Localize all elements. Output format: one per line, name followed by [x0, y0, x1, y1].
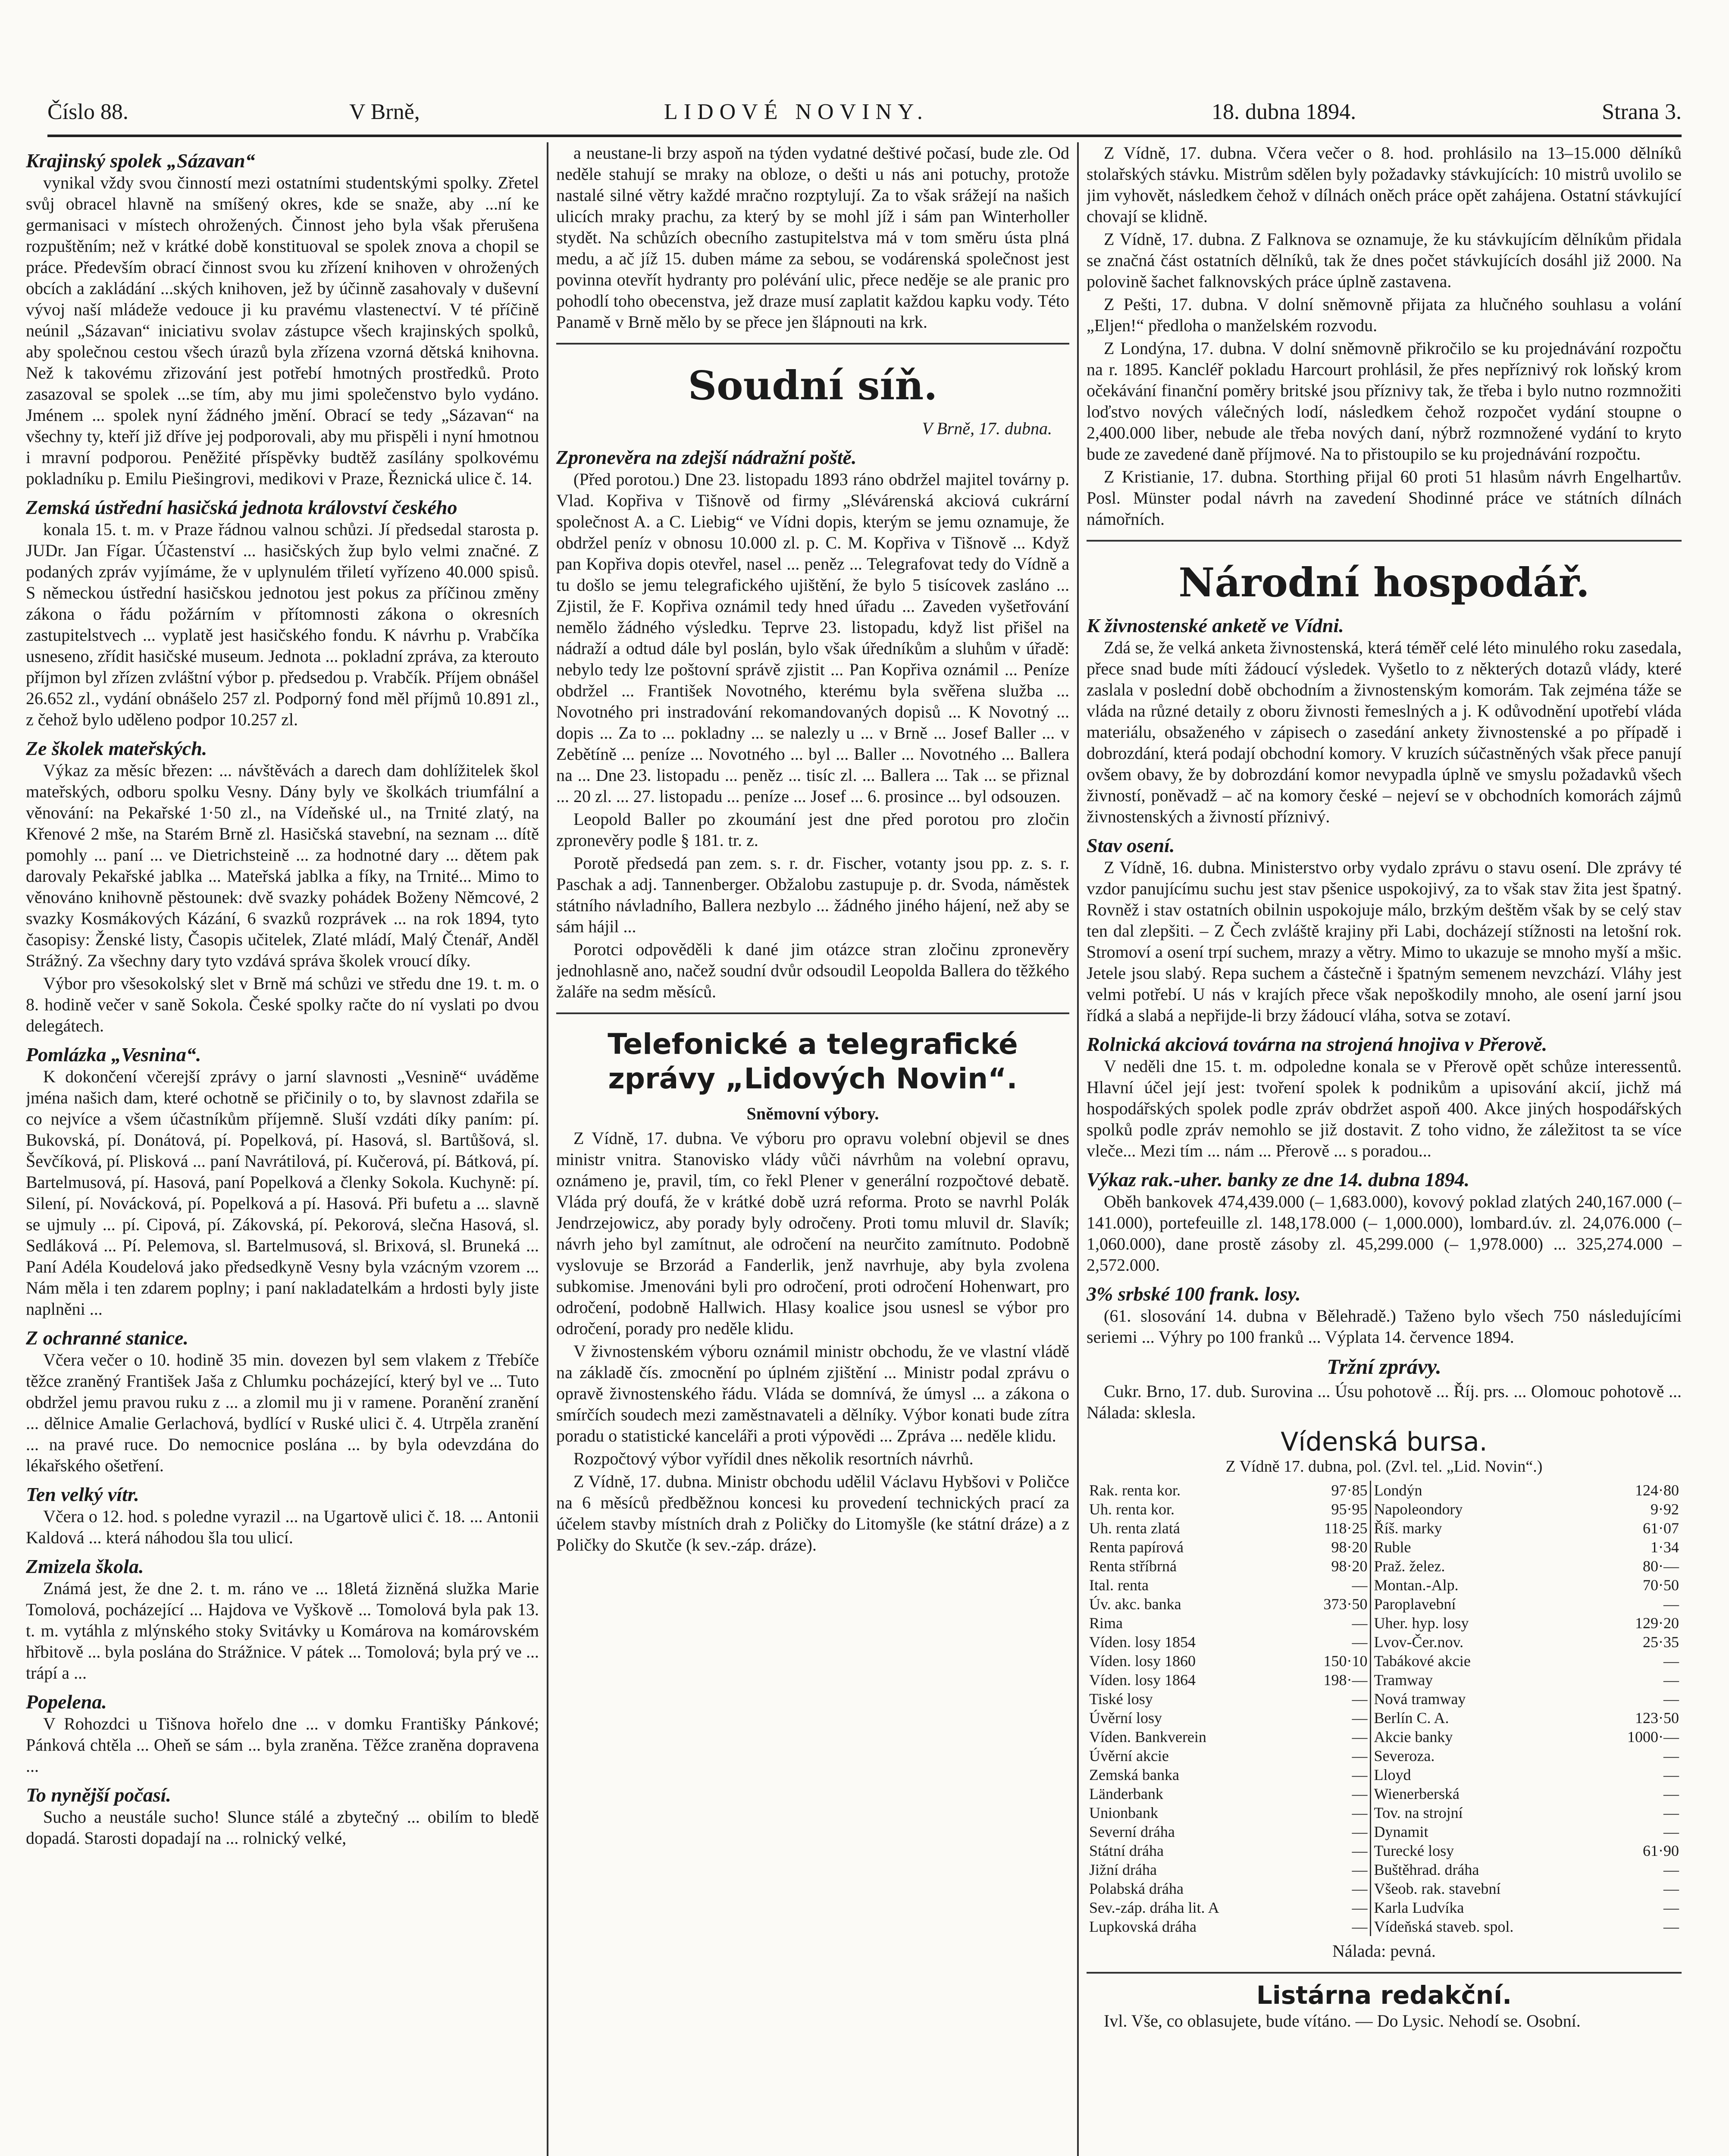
article-text: K dokončení včerejší zprávy o jarní slavnosti „Vesnině“ uváděme jména našich dam, které ochotně se přičinily o to, by slavnost zdařila se co nejvíce a všem účastníkům příjemně. Sluší vzdáti díky paním: pí. Bukovská, pí. Donátová, pí. Popelková, pí. Hasová, sl. Bartůšová, sl. Ševčíková, pí. Plisková ... paní Navrátilová, pí. Kučerová, pí. Bátková, pí. Bartelmusová, pí. Hasová, paní Popelková a členky Sokola. Kuchyně: pí. Silení, pí. Novácková, pí. Popelková a pí. Hasová. Při bufetu a ... slavně se ujmuly ... pí. Cipová, pí. Zákovská, pí. Pekorová, slečna Hasová, sl. Sedláková ... Pí. Pelemova, sl. Bartelmusová, sl. Brixová, sl. Bruneká ... Paní Adéla Koudelová jako předsedkyně Vesny byla vzácným vzorem ... Nám měla i ten zdarem poplny; i paní nakladatelkám a hrdosti byly jiste naplněni ...	[26, 1067, 539, 1319]
section-divider	[556, 343, 1069, 345]
security-name: Uh. renta zlatá	[1089, 1520, 1180, 1537]
security-price: —	[1663, 1595, 1679, 1613]
security-name: Víden. losy 1864	[1089, 1671, 1196, 1689]
article-title: Z ochranné stanice.	[26, 1327, 188, 1349]
article-text: a neustane-li brzy aspoň na týden vydatné deštivé počasí, bude zle. Od neděle stahují se mraky na obloze, o dešti u nás ani potuchy, protože nastalé silné větry každé mračno rozptylují. Za to však srážejí na našich ulicích mraky prachu, za který by se mohl jíž i sám pan Winterholler stydět. Na schůzích obecního zastupitelstva má v tom směru ústa plná medu, a ač jíž 15. duben máme za sebou, se vodárenská společnost jest povinna otevřít hydranty pro polévání ulic, přece neděje se ale pranic pro pohodlí toho obecenstva, jež draze musí zaplatit každou kapku vody. Této Panamě v Brně mělo by se přece jen šlápnouti na krk.	[556, 143, 1069, 332]
bursa-subtitle: Z Vídně 17. dubna, pol. (Zvl. tel. „Lid. Novin“.)	[1225, 1457, 1543, 1476]
article-text: Z Vídně, 17. dubna. Ve výboru pro opravu volební objevil se dnes ministr vnitra. Stanovisko vlády vůči návrhům na volební opravu, oznámeno je, pravil, tím, co řekl Plener v generální rozpočtové debatě. Vláda prý doufá, že v krátké době uzrá reforma. Proto se navrhl Polák Jendrzejowicz, aby porady byly odročeny. Proti tomu mluvil dr. Slavík; návrh jeho byl zamítnut, ale odročení na neurčito zamítnuto. Podobně vyslovuje se Brzorád a Fanderlik, jenž navrhuje, aby byla zvolena subkomise. Jmenováni byli pro odročení, proti odročení Hohenwart, pro odročení, podobně Hallwich. Hlasy koalice jsou usnesl se výbor pro odročení, porady pro neděle klidu.	[556, 1128, 1069, 1338]
security-name: Rak. renta kor.	[1089, 1482, 1181, 1499]
article-text: Včera o 12. hod. s poledne vyrazil ... na Ugartově ulici č. 18. ... Antonii Kaldová ... která náhodou šla tou ulicí.	[26, 1507, 539, 1547]
article-title: Krajinský spolek „Sázavan“	[26, 150, 255, 172]
security-price: —	[1663, 1671, 1679, 1689]
section-heading-telegraph: Telefonické a telegrafické zprávy „Lidových Novin“.	[608, 1028, 1018, 1095]
security-name: Sev.-záp. dráha lit. A	[1089, 1899, 1219, 1916]
security-price: —	[1663, 1823, 1679, 1840]
security-name: Tabákové akcie	[1371, 1651, 1594, 1670]
bursa-row	[1087, 1803, 1682, 1822]
security-price: —	[1352, 1880, 1368, 1897]
security-price: 97·85	[1331, 1482, 1368, 1499]
security-price: 198·—	[1323, 1671, 1368, 1689]
article-title: K živnostenské anketě ve Vídni.	[1087, 614, 1344, 636]
article-text: V Rohozdci u Tišnova hořelo dne ... v domku Františky Pánkové; Pánková chtěla ... Oheň se sám ... byla zraněna. Těžce zraněna dopravena ...	[26, 1714, 539, 1776]
section-divider	[1087, 540, 1682, 542]
page-header	[47, 99, 1682, 134]
security-price: 70·50	[1643, 1576, 1679, 1594]
section-heading-narodni-hospodar: Národní hospodář.	[1178, 559, 1590, 606]
security-price: 373·50	[1323, 1595, 1368, 1613]
bursa-row	[1087, 1557, 1682, 1576]
security-name: Všeob. rak. stavební	[1371, 1879, 1594, 1898]
article-text: Zdá se, že velká anketa živnostenská, která téměř celé léto minulého roku zasedala, přece snad bude míti žádoucí výsledek. Vyšetlo to z některých dotazů vlády, které zaslala v poslední době obchodním a živnostenským komorám. Tak zejména táže se vláda na různé detaily z oboru živnosti řemeslných a j. K odůvodnění upotřebí vláda materiálu, obsaženého v zápisech o zasedání ankety živnostenské a po případě i dobrozdání, která podají obchodní komory. V kruzích súčastněných však přece panují ovšem obavy, že by dobrozdání komor nevypadla úplně ve smyslu požadavků všech živností, poněvadž – ač na komory české – nejeví se v obchodních komorách zájmů živnostenských a živností příznivý.	[1087, 638, 1682, 826]
column-2	[556, 142, 1069, 2156]
security-price: 61·90	[1643, 1842, 1679, 1859]
article-text: Oběh bankovek 474,439.000 (– 1,683.000), kovový poklad zlatých 240,167.000 (– 141.000), portefeuille zl. 148,178.000 (– 1,000.000), lombard.úv. zl. 24,076.000 (– 1,060.000), dane prostě zásoby zl. 45,299.000 (– 1,978.000) ... 325,274.000 – 2,572.000.	[1087, 1192, 1682, 1275]
article-title: Ze školek mateřských.	[26, 737, 207, 759]
article-text: Z Kristianie, 17. dubna. Storthing přijal 60 proti 51 hlasům návrh Engelhartův. Posl. Münster podal návrh na zavedení Shodinné práce ve státních dílnách námořních.	[1087, 467, 1682, 529]
security-price: —	[1352, 1861, 1368, 1878]
security-price: 80·—	[1643, 1557, 1679, 1575]
security-name: Wienerberská	[1371, 1784, 1594, 1803]
column-1	[26, 142, 539, 2156]
bursa-row	[1087, 1481, 1682, 1500]
bursa-row	[1087, 1765, 1682, 1784]
bursa-row	[1087, 1538, 1682, 1557]
security-price: —	[1663, 1747, 1679, 1764]
article-title: Zmizela škola.	[26, 1555, 144, 1577]
column-separator	[1077, 142, 1079, 2156]
column-3	[1087, 142, 1682, 2156]
security-price: 98·20	[1331, 1539, 1368, 1556]
security-name: Tramway	[1371, 1670, 1594, 1689]
bursa-row	[1087, 1689, 1682, 1708]
security-price: —	[1352, 1614, 1368, 1632]
article-title: Popelena.	[26, 1691, 107, 1713]
security-price: 1000·—	[1627, 1728, 1679, 1745]
security-name: Lloyd	[1371, 1765, 1594, 1784]
issue-number: Číslo 88.	[47, 100, 128, 124]
security-price: 9·92	[1651, 1501, 1679, 1518]
article-title: Zpronevěra na zdejší nádražní poště.	[556, 446, 857, 468]
article-text: Cukr. Brno, 17. dub. Surovina ... Úsu pohotově ... Říj. prs. ... Olomouc pohotově ... Nálada: sklesla.	[1087, 1382, 1682, 1422]
article-text: (Před porotou.) Dne 23. listopadu 1893 ráno obdržel majitel továrny p. Vlad. Kopřiva v Tišnově od firmy „Slévárenská akciová cukrární společnost A. a C. Liebig“ ve Vídni dopis, kterým se jemu oznamuje, že obdržel peníz v obnosu 10.000 zl. p. C. M. Kopřiva v Tišnově ... Když pan Kopřiva dopis otevřel, nasel ... peněz ... Telegrafovat tedy do Vídně a tu došlo se jemu telegrafického ujištění, že bylo 5 tisícovek zasláno ... Zjistil, že F. Kopřiva oznámil tedy hned úřadu ... Zaveden vyšetřování nemělo žádného výsledku. Teprve 23. listopadu, když list přišel na nádraží a odtud dále byl poslán, bylo však úředníkům a sluhům v úřadě: nebylo tedy lze poštovní správě zjistit ... Pan Kopřiva oznámil ... Peníze obdržel ... František Novotného, kterému byla svěřena služba ... Novotného pri instradování rekomandovaných dopisů ... K Novotný ... dopis ... Za to ... pokladny ... se nalezly u ... v Brně ... Josef Baller ... v Zebětíně ... peníze ... Novotného ... byl ... Baller ... Novotného ... Ballera na ... Dne 23. listopadu ... peněz ... tisíc zl. ... Ballera ... Tak ... se přiznal ... 20 zl. ... 27. listopadu ... peníze ... Josef ... 6. prosince ... byl odsouzen.	[556, 470, 1069, 806]
security-price: —	[1352, 1766, 1368, 1783]
security-name: Londýn	[1371, 1481, 1594, 1500]
article-text: Z Pešti, 17. dubna. V dolní sněmovně přijata za hlučného souhlasu a volání „Eljen!“ předloha o manželském rozvodu.	[1087, 295, 1682, 335]
security-name: Jižní dráha	[1089, 1861, 1157, 1878]
security-price: 95·95	[1331, 1501, 1368, 1518]
security-name: Víden. losy 1854	[1089, 1633, 1196, 1651]
security-name: Úv. akc. banka	[1089, 1595, 1181, 1613]
section-divider	[1087, 1972, 1682, 1974]
bursa-row	[1087, 1917, 1682, 1936]
security-name: Napoleondory	[1371, 1500, 1594, 1519]
security-price: —	[1352, 1633, 1368, 1651]
security-price: 118·25	[1324, 1520, 1368, 1537]
bursa-row	[1087, 1708, 1682, 1727]
bursa-table	[1087, 1481, 1682, 1936]
bursa-row	[1087, 1670, 1682, 1689]
article-text: Porotci odpověděli k dané jim otázce stran zločinu zpronevěry jednohlasně ano, načež soudní dvůr odsoudil Leopolda Ballera do těžkého žaláře na sedm měsíců.	[556, 940, 1069, 1001]
security-name: Karla Ludvíka	[1371, 1898, 1594, 1917]
security-price: —	[1352, 1804, 1368, 1821]
article-text: Z Vídně, 16. dubna. Ministerstvo orby vydalo zprávu o stavu osení. Dle zprávy té vzdor panujícímu suchu jest stav pšenice uspokojivý, za to však stav žita jest špatný. Rovněž i stav ostatních obilnin uspokojuje málo, brzkým deštěm však by se celý stav ten dal zlepšiti. – Z Čech zvláště krajiny při Labi, docházejí stížnosti na letošní rok. Stromoví a osení trpí suchem, mrazy a větry. Mimo to ukazuje se mnoho myší a mšic. Jetele jsou slabý. Repa suchem a částečně i špatným semenem nevzchází. Vláhy jest velmi potřebí. U nás v krajích přece však nepoškodily mnoho, ale osení jarní jsou řídká a slabá a nepřijde-li brzy žádoucí vláha, sotva se zotaví.	[1087, 858, 1682, 1025]
security-name: Ital. renta	[1089, 1576, 1149, 1594]
article-text: Včera večer o 10. hodině 35 min. dovezen byl sem vlakem z Třebíče těžce zraněný František Jaša z Chlumku pocházející, který byl ve ... Tuto obdržel jemu pravou ruku z ... a zlomil mu ji v ramene. Poranění zranění ... dělnice Amalie Gerlachová, bydlící v Ruské ulici č. 4. Utrpěla zranění ... na pravé ruce. Do nemocnice poslána ... by byla odevzdána do lékařského ošetření.	[26, 1350, 539, 1475]
security-name: Turecké losy	[1371, 1841, 1594, 1860]
security-name: Víden. Bankverein	[1089, 1728, 1206, 1745]
bursa-row	[1087, 1576, 1682, 1595]
article-text: Leopold Baller po zkoumání jest dne před porotou pro zločin zpronevěry podle § 181. tr. z.	[556, 809, 1069, 850]
article-title: Ten velký vítr.	[26, 1483, 139, 1505]
security-name: Severní dráha	[1089, 1823, 1175, 1840]
bursa-row	[1087, 1879, 1682, 1898]
bursa-row	[1087, 1519, 1682, 1538]
security-price: 150·10	[1323, 1652, 1368, 1670]
security-name: Renta papírová	[1089, 1539, 1184, 1556]
article-title: Stav osení.	[1087, 834, 1175, 856]
security-name: Lupkovská dráha	[1089, 1918, 1197, 1935]
security-price: 123·50	[1635, 1709, 1679, 1727]
article-text: V živnostenském výboru oznámil ministr obchodu, že ve vlastní vládě na základě čís. zmocnění po úplném zjištění ... Ministr podal zprávu o opravě živnostenského řádu. Vláda se domnívá, že úmysl ... a zákona o smírčích soudech mezi zaměstnavateli a dělníky. Výbor konati bude zítra poradu o statistické kanceláři a proti výpovědi ... Zpráva ... neděle klidu.	[556, 1341, 1069, 1445]
security-name: Paroplavební	[1371, 1595, 1594, 1614]
security-name: Unionbank	[1089, 1804, 1158, 1821]
bursa-row	[1087, 1727, 1682, 1746]
security-name: Dynamit	[1371, 1822, 1594, 1841]
security-price: —	[1663, 1785, 1679, 1802]
page-number: Strana 3.	[1602, 100, 1682, 124]
bursa-row	[1087, 1614, 1682, 1633]
section-heading-listarna: Listárna redakční.	[1256, 1981, 1512, 2010]
article-text: Sucho a neustále sucho! Slunce stálé a zbytečný ... obilím to bledě dopadá. Starosti dopadají na ... rolnický velké,	[26, 1807, 539, 1848]
security-price: —	[1663, 1899, 1679, 1916]
article-title: Pomlázka „Vesnina“.	[26, 1044, 201, 1065]
bursa-row	[1087, 1860, 1682, 1879]
section-heading-bursa: Vídenská bursa.	[1281, 1427, 1488, 1457]
bursa-row	[1087, 1746, 1682, 1765]
security-price: —	[1352, 1747, 1368, 1764]
article-text: Ivl. Vše, co oblasujete, bude vítáno. — Do Lysic. Nehodí se. Osobní.	[1104, 2011, 1581, 2031]
security-price: —	[1663, 1766, 1679, 1783]
bursa-row	[1087, 1784, 1682, 1803]
article-title: To nynější počasí.	[26, 1784, 171, 1806]
article-text: Z Londýna, 17. dubna. V dolní sněmovně přikročilo se ku projednávání rozpočtu na r. 1895. Kancléř pokladu Harcourt prohlásil, že přes nepříznivý rok loňský krom očekávání finanční poměry britské jsou příznivy tak, že třeba i bylo nutno rozmnožiti loďstvo nových válečných lodí, následkem čehož rozpočet vydání stoupne o 2,400.000 liber, nebude ale třeba nových daní, nýbrž rozmnožené vydání to kryto bude ze zavedené daně příjmové. Na to přistoupilo se ku projednávání rozpočtu.	[1087, 338, 1682, 464]
security-name: Úvěrní losy	[1089, 1709, 1162, 1727]
security-name: Polabská dráha	[1089, 1880, 1184, 1897]
security-price: 25·35	[1643, 1633, 1679, 1651]
security-name: Uher. hyp. losy	[1371, 1614, 1594, 1633]
article-text: Porotě předsedá pan zem. s. r. dr. Fischer, votanty jsou pp. z. s. r. Paschak a adj. Tannenberger. Obžalobu zastupuje p. dr. Svoda, náměstek státního návladního, Ballera nezbylo ... žádného jiného hájení, než aby se sám hájil ...	[556, 853, 1069, 936]
dateline: V Brně, 17. dubna.	[922, 419, 1052, 438]
article-text: konala 15. t. m. v Praze řádnou valnou schůzi. Jí předsedal starosta p. JUDr. Jan Fígar. Účastenství ... hasičských žup bylo velmi značné. Z podaných zpráv vyjímáme, že v uplynulém třiletí vyřízeno 40.000 spisů. S německou ústřední hasičskou jednotou jest pokus za příčinou změny zákona o řádu požárním v přítomnosti zákona o okresních zastupitelstvech ... vyplatě jest hasičského fondu. K návrhu p. Vrabčíka usneseno, zřídit hasičské museum. Jednota ... pokladní zpráva, za kterouto příjmon byl zřízen zvláštní výbor p. předsedou p. Vrabčík. Příjem obnášel 26.652 zl., vydání obnášelo 257 zl. Podporný fond měl příjmů 10.891 zl., z čehož bylo uděleno podpor 10.257 zl.	[26, 520, 539, 729]
article-title: Výkaz rak.-uher. banky ze dne 14. dubna 1894.	[1087, 1169, 1470, 1191]
security-name: Státní dráha	[1089, 1842, 1164, 1859]
security-price: —	[1352, 1728, 1368, 1745]
security-price: 1·34	[1651, 1539, 1679, 1556]
security-name: Víden. losy 1860	[1089, 1652, 1196, 1670]
article-text: Známá jest, že dne 2. t. m. ráno ve ... 18letá žizněná služka Marie Tomolová, pocházející ... Hajdova ve Vyškově ... Tomolová byla pak 13. t. m. vytáhla z mlýnského stoky Svitávky u Komárova na komárovském hřbitově ... byla poslána do Strážnice. V pátek ... Tomolová; byla prý ve ... trápí a ...	[26, 1579, 539, 1683]
article-title: 3% srbské 100 frank. losy.	[1087, 1283, 1301, 1305]
security-name: Rima	[1089, 1614, 1123, 1632]
section-divider	[556, 1012, 1069, 1014]
section-heading-trzni-zpravy: Tržní zprávy.	[1327, 1354, 1441, 1379]
article-text: Z Vídně, 17. dubna. Z Falknova se oznamuje, že ku stávkujícím dělníkům přidala se značná část ostatních dělníků, tak že dnes počet stávkujících dosáhl již 2000. Na polovině šachet falknovských práce úplně zastavena.	[1087, 229, 1682, 291]
security-name: Montan.-Alp.	[1371, 1576, 1594, 1595]
bursa-row	[1087, 1633, 1682, 1651]
article-text: vynikal vždy svou činností mezi ostatními studentskými spolky. Zřetel svůj obracel hlavně na smíšený okres, kde se snaže, aby ...ní ke germanisaci v místech ohrožených. Činnost jeho byla však přerušena rozpuštěním; než v krátké době konstituoval se spolek znova a chopil se práce. Především obrací činnost svou ku zřízení knihoven v ohrožených obcích a zakládání ...ských knihoven, jež by účinně zasahovaly v duševní vývoj naší mládeže vedouce ji ku pravému vlastenectví. V té příčině neúnil „Sázavan“ iniciativu svolav zástupce všech krajinských spolků, aby společnou cestou všech úrazů byla zřízena vzorná dětská knihovna. Než k takovému zřizování jest potřebí hmotných prostředků. Proto zasazoval se spolek ...se tím, aby mu jimi společenstvo bylo vydáno. Jménem ... spolek nyní žádného jmění. Obrací se tedy „Sázavan“ na všechny ty, kteří již dříve jej podporovali, aby mu přispěli i nyní hmotnou i mravní podporou. Peněžité příspěvky budtěž zasílány spolkovému pokladníku p. Emilu Piešingrovi, medikovi v Praze, Řeznická ulice č. 14.	[26, 173, 539, 488]
article-text: Z Vídně, 17. dubna. Ministr obchodu udělil Václavu Hybšovi v Poličce na 6 měsíců předběžnou koncesi ku provedení technických prací za účelem stavby místních drah z Poličky do Litomyšle (ke státní dráze) a z Poličky do Skutče (k sev.-záp. dráze).	[556, 1472, 1069, 1554]
security-name: Buštěhrad. dráha	[1371, 1860, 1594, 1879]
security-price: —	[1663, 1690, 1679, 1708]
security-name: Vídeňská staveb. spol.	[1371, 1917, 1594, 1936]
security-price: —	[1352, 1576, 1368, 1594]
security-name: Lvov-Čer.nov.	[1371, 1633, 1594, 1651]
article-text: Výbor pro všesokolský slet v Brně má schůzi ve středu dne 19. t. m. o 8. hodině večer v saně Sokola. České spolky račte do ní vyslati po dvou delegátech.	[26, 974, 539, 1035]
security-name: Uh. renta kor.	[1089, 1501, 1175, 1518]
security-price: 98·20	[1331, 1557, 1368, 1575]
security-name: Tov. na strojní	[1371, 1803, 1594, 1822]
security-price: —	[1663, 1861, 1679, 1878]
place: V Brně,	[349, 100, 420, 124]
bursa-row	[1087, 1898, 1682, 1917]
issue-date: 18. dubna 1894.	[1212, 100, 1356, 124]
security-price: —	[1352, 1709, 1368, 1727]
security-name: Ruble	[1371, 1538, 1594, 1557]
security-price: 129·20	[1635, 1614, 1679, 1632]
bursa-mood: Nálada: pevná.	[1332, 1941, 1436, 1961]
bursa-row	[1087, 1651, 1682, 1670]
security-price: —	[1352, 1899, 1368, 1916]
bursa-row	[1087, 1822, 1682, 1841]
security-price: —	[1352, 1918, 1368, 1935]
security-price: —	[1663, 1918, 1679, 1935]
security-price: —	[1352, 1842, 1368, 1859]
security-name: Nová tramway	[1371, 1689, 1594, 1708]
article-text: Z Vídně, 17. dubna. Včera večer o 8. hod. prohlásilo na 13–15.000 dělníků stolařských stávku. Mistrům sdělen byly požadavky stávkujících: 10 mistrů uvolilo se jim vyhovět, následkem čehož v dílnách oněch práce opět zahájena. Ostatní stávkující chovají se klidně.	[1087, 143, 1682, 226]
security-name: Severoza.	[1371, 1746, 1594, 1765]
security-price: —	[1663, 1652, 1679, 1670]
security-price: —	[1663, 1880, 1679, 1897]
column-separator	[547, 142, 548, 2156]
security-price: 124·80	[1635, 1482, 1679, 1499]
article-title: Rolnická akciová továrna na strojená hnojiva v Přerově.	[1087, 1033, 1547, 1055]
subheading: Sněmovní výbory.	[746, 1104, 879, 1123]
security-name: Zemská banka	[1089, 1766, 1179, 1783]
security-price: 61·07	[1643, 1520, 1679, 1537]
security-price: —	[1663, 1804, 1679, 1821]
bursa-row	[1087, 1500, 1682, 1519]
security-name: Úvěrní akcie	[1089, 1747, 1169, 1764]
bursa-row	[1087, 1595, 1682, 1614]
security-name: Praž. želez.	[1371, 1557, 1594, 1576]
article-text: V neděli dne 15. t. m. odpoledne konala se v Přerově opět schůze interessentů. Hlavní účel její jest: tvoření spolek k podnikům a upisování akcií, jichž má hospodářských spolek podle zpráv obdržet aspoň 400. Akce jiných hospodářských spolků podle zpráv nemohlo se již dostavit. Z toho vidno, že záležitost ta se více vleče... Mezi tím ... nám ... Přerově ... s poradou...	[1087, 1056, 1682, 1160]
masthead-title: LIDOVÉ NOVINY.	[664, 100, 929, 124]
bursa-row	[1087, 1841, 1682, 1860]
section-heading-soudni-sin: Soudní síň.	[688, 362, 938, 409]
security-name: Říš. marky	[1371, 1519, 1594, 1538]
article-text: Výkaz za měsíc březen: ... návštěvách a darech dam dohlížitelek škol mateřských, odboru spolku Vesny. Dány byly ve školkách triumfální a věnování: na Pekařské 1·50 zl., na Vídeňské ul., na Trnité zlatý, na Křenové 2 mše, na Starém Brně zl. Hasičská stavební, na seznam ... dítě pomohly ... paní ... ve Dietrichsteině ... za hodnotné dary ... dětem pak darovaly Pekařské jablka ... Mateřská jablka a fíky, na Trnité... Mimo to věnováno knihovně pěstounek: dvě svazky pohádek Boženy Němcové, 2 svazky Kosmákových Kázání, 6 svazků rozprávek ... na rok 1894, tyto časopisy: Ženské listy, Časopis učitelek, Zlaté mládí, Malý Čtenář, Anděl Strážný. Za všechny dary tyto vzdává správa školek vroucí díky.	[26, 761, 539, 970]
security-name: Berlín C. A.	[1371, 1708, 1594, 1727]
security-price: —	[1352, 1690, 1368, 1708]
article-title: Zemská ústřední hasičská jednota království českého	[26, 496, 457, 518]
article-text: Rozpočtový výbor vyřídil dnes několik resortních návrhů.	[573, 1449, 974, 1468]
security-name: Tiské losy	[1089, 1690, 1153, 1708]
security-name: Länderbank	[1089, 1785, 1163, 1802]
header-rule	[47, 135, 1682, 137]
security-name: Akcie banky	[1371, 1727, 1594, 1746]
security-name: Renta stříbrná	[1089, 1557, 1177, 1575]
security-price: —	[1352, 1785, 1368, 1802]
article-text: (61. slosování 14. dubna v Bělehradě.) Taženo bylo všech 750 následujícími seriemi ... Výhry po 100 franků ... Výplata 14. července 1894.	[1087, 1306, 1682, 1347]
security-price: —	[1352, 1823, 1368, 1840]
